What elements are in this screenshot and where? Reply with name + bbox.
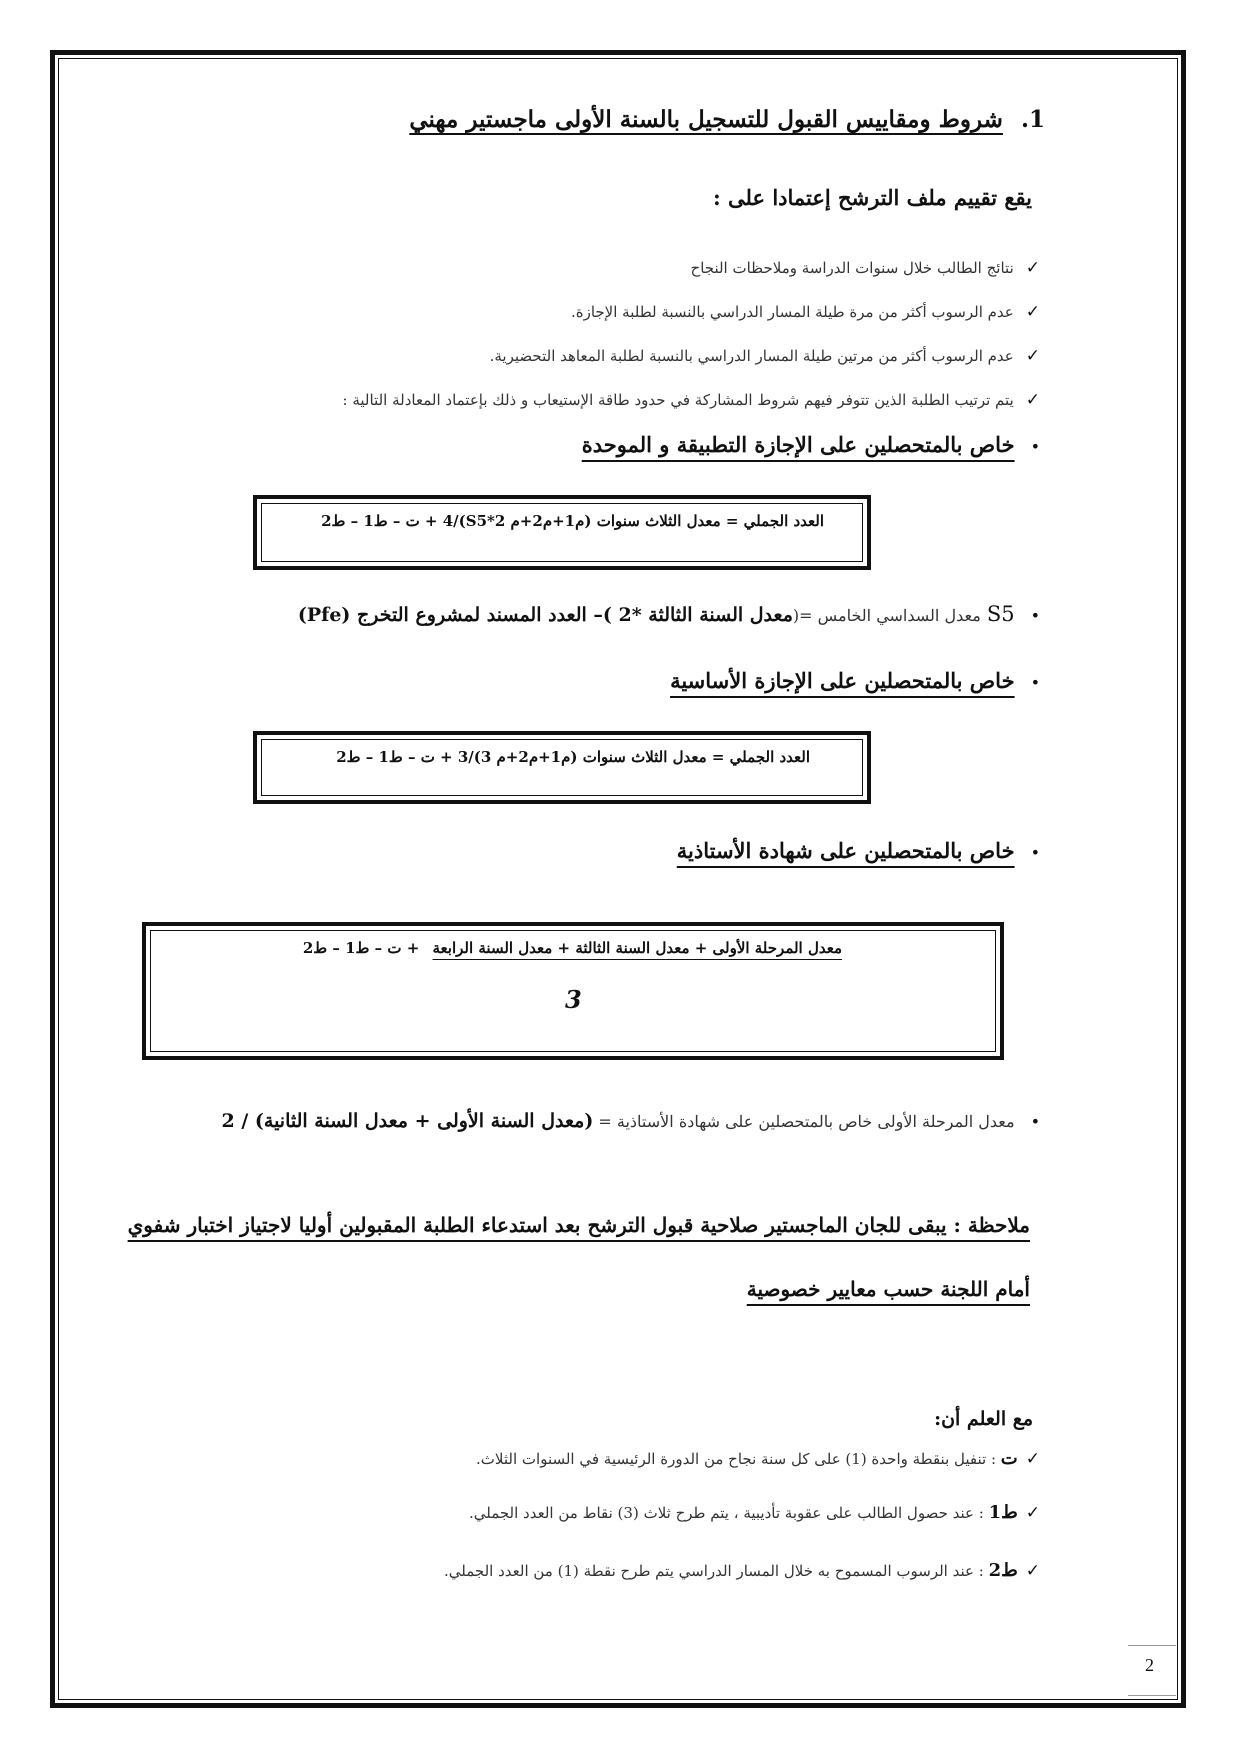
term-key: ت (1000, 1448, 1018, 1469)
check-icon: ✓ (1025, 1503, 1040, 1523)
term-text: : تنفيل بنقطة واحدة (1) على كل سنة نجاح من الدورة الرئيسية في السنوات الثلاث. (476, 1450, 1001, 1468)
bullet-icon: • (1030, 673, 1040, 692)
formula-box-1 (253, 495, 871, 570)
first-stage-definition (221, 1110, 1040, 1132)
page-number-rule-bottom (1128, 1695, 1176, 1696)
list-item (490, 346, 1040, 366)
check-icon: ✓ (1025, 346, 1040, 366)
bullet-icon: • (1030, 1112, 1040, 1131)
check-icon: ✓ (1025, 258, 1040, 278)
formula-3-numerator: معدل المرحلة الأولى + معدل السنة الثالثة + معدل السنة الرابعة (432, 939, 842, 957)
s5-definition (298, 602, 1040, 626)
s5-text: معدل السداسي الخامس =( (792, 606, 981, 625)
s5-label: S5 (986, 602, 1015, 626)
criteria-text: عدم الرسوب أكثر من مرتين طيلة المسار الدراسي بالنسبة لطلبة المعاهد التحضيرية. (489, 347, 1014, 365)
criteria-text: عدم الرسوب أكثر من مرة طيلة المسار الدراسي بالنسبة لطلبة الإجازة. (570, 303, 1014, 321)
check-icon: ✓ (1025, 302, 1040, 322)
formula-2: العدد الجملي = معدل الثلاث سنوات (م1+م2+م 3)/3 + ت – ط1 – ط2 (336, 748, 810, 766)
page-number: 2 (1145, 1655, 1154, 1675)
first-stage-bold: (معدل السنة الأولى + معدل السنة الثانية) / 2 (221, 1110, 594, 1132)
bullet-icon: • (1030, 437, 1040, 456)
check-icon: ✓ (1025, 390, 1040, 410)
formula-3-tail: + ت – ط1 – ط2 (302, 939, 420, 957)
check-icon: ✓ (1025, 1449, 1040, 1469)
bullet-icon: • (1030, 843, 1040, 862)
note-line-2: أمام اللجنة حسب معايير خصوصية (746, 1277, 1030, 1301)
s5-bold: معدل السنة الثالثة *2 )– العدد المسند لمشروع التخرج (Pfe) (297, 604, 793, 626)
formula-1: العدد الجملي = معدل الثلاث سنوات (م1+م2+م S5*2)/4 + ت – ط1 – ط2 (321, 512, 824, 530)
list-item (691, 258, 1040, 278)
section-title (409, 106, 1045, 133)
formula-3-top (303, 939, 842, 957)
check-icon: ✓ (1025, 1561, 1040, 1581)
list-item (469, 1502, 1040, 1523)
term-key: ط2 (988, 1560, 1018, 1581)
section1-heading-text: خاص بالمتحصلين على الإجازة التطبيقة و الموحدة (581, 432, 1015, 457)
intro-text: يقع تقييم ملف الترشح إعتمادا على : (712, 185, 1032, 210)
page-number-rule-top (1128, 1645, 1176, 1646)
term-text: : عند حصول الطالب على عقوبة تأديبية ، يتم طرح ثلاث (3) نقاط من العدد الجملي. (468, 1504, 989, 1522)
knowing-heading: مع العلم أن: (934, 1408, 1033, 1430)
note-line-1: ملاحظة : يبقى للجان الماجستير صلاحية قبول الترشح بعد استدعاء الطلبة المقبولين أوليا لاجتياز اختبار شفوي (127, 1213, 1030, 1237)
section3-heading (677, 838, 1040, 863)
section-title-text: شروط ومقاييس القبول للتسجيل بالسنة الأولى ماجستير مهني (409, 106, 1003, 133)
section1-heading (582, 432, 1040, 457)
bullet-icon: • (1030, 606, 1040, 625)
section3-heading-text: خاص بالمتحصلين على شهادة الأستاذية (676, 838, 1015, 863)
term-text: : عند الرسوب المسموح به خلال المسار الدراسي يتم طرح نقطة (1) من العدد الجملي. (444, 1562, 989, 1580)
formula-3-denominator: 3 (565, 985, 582, 1014)
section2-heading-text: خاص بالمتحصلين على الإجازة الأساسية (670, 668, 1015, 693)
list-item (444, 1560, 1040, 1581)
list-item (571, 302, 1040, 322)
section2-heading (670, 668, 1040, 693)
section-number: 1. (1020, 106, 1045, 133)
first-stage-text: معدل المرحلة الأولى خاص بالمتحصلين على شهادة الأستاذية = (593, 1112, 1015, 1131)
criteria-text: نتائج الطالب خلال سنوات الدراسة وملاحظات النجاح (690, 259, 1014, 277)
formula-box-2 (253, 731, 871, 804)
list-item (476, 1448, 1040, 1469)
term-key: ط1 (988, 1502, 1018, 1523)
criteria-text: يتم ترتيب الطلبة الذين تتوفر فيهم شروط المشاركة في حدود طاقة الإستيعاب و ذلك بإعتماد المعادلة التالية : (342, 391, 1014, 409)
list-item (343, 390, 1040, 410)
